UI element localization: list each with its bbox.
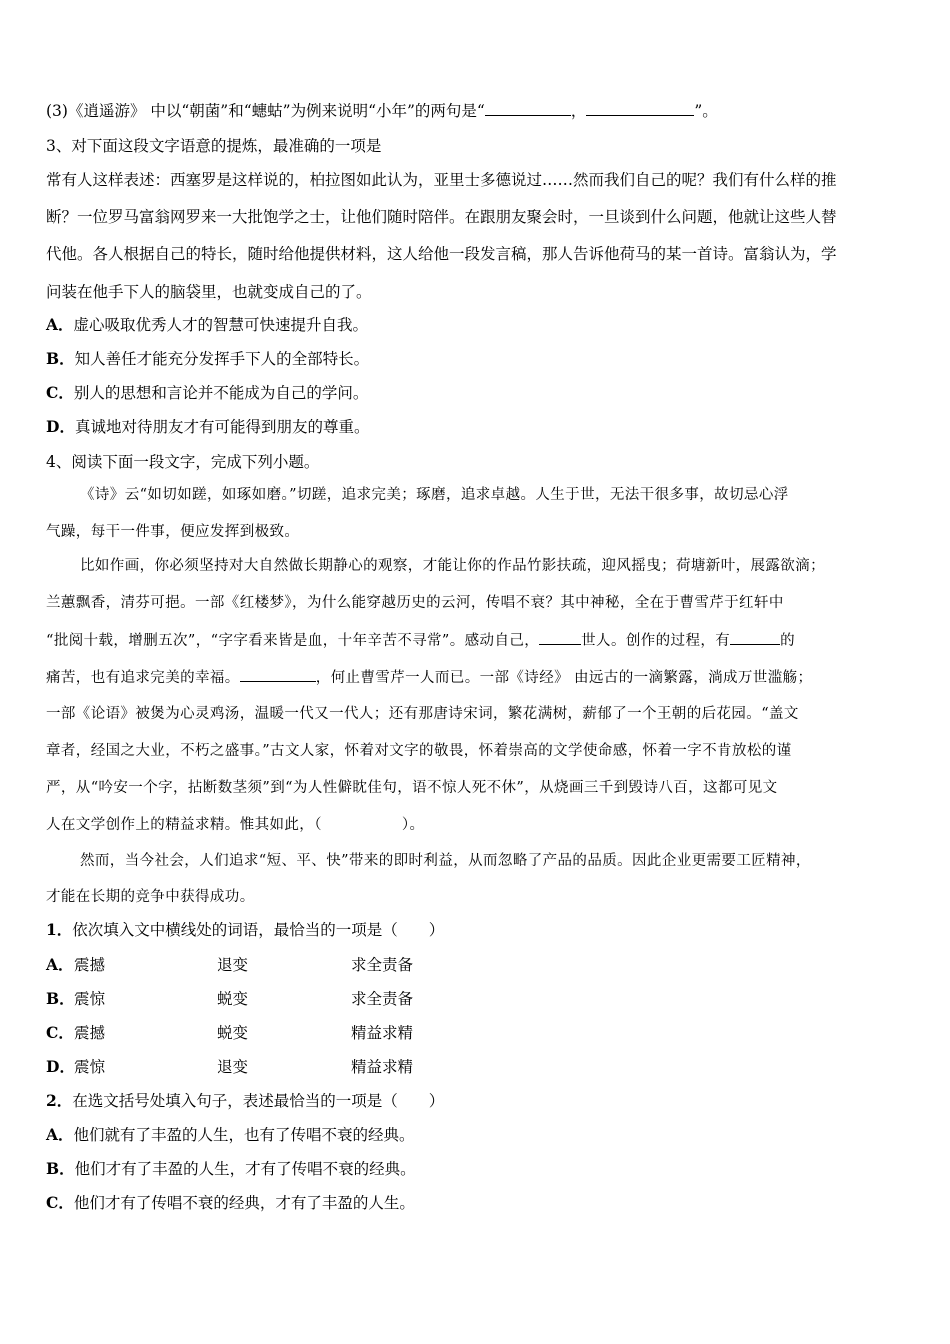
option-word: 求全责备 — [351, 990, 414, 1008]
option-word: 震撼 — [74, 956, 106, 974]
option-text: 别人的思想和言论并不能成为自己的学问。 — [73, 384, 369, 402]
q4-p2-line: 比如作画，你必须坚持对大自然做长期静心的观察，才能让你的作品竹影扶疏，迎风摇曳；荷塘新叶，展露欲滴； — [80, 558, 825, 574]
answer-blank — [240, 667, 316, 682]
q4-sub1-option-b — [46, 989, 546, 1009]
q4-p3-line: 才能在长期的竞争中获得成功。 — [46, 889, 255, 905]
option-letter: A． — [46, 315, 74, 334]
passage-text: 的 — [780, 633, 796, 649]
option-letter: B． — [46, 349, 75, 368]
option-text: 他们就有了丰盈的人生，也有了传唱不衰的经典。 — [73, 1126, 415, 1144]
q3-passage-line: 断？一位罗马富翁网罗来一大批饱学之士，让他们随时陪伴。在跟朋友聚会时，一旦谈到什么问题，他就让这些人替 — [46, 208, 837, 226]
question-text: 在选文括号处填入句子，表述最恰当的一项是（ ） — [72, 1092, 445, 1110]
q4-title: 4、阅读下面一段文字，完成下列小题。 — [46, 453, 320, 471]
option-word: 退变 — [217, 1058, 249, 1076]
option-word: 精益求精 — [351, 1058, 414, 1076]
passage-text: 痛苦，也有追求完美的幸福。 — [46, 670, 240, 686]
q4-p3-line: 然而，当今社会，人们追求“短、平、快”带来的即时利益，从而忽略了产品的品质。因此企业更需要工匠精神， — [80, 853, 811, 869]
option-word: 震撼 — [74, 1024, 106, 1042]
q4-p1-line: 气躁，每干一件事，便应发挥到极致。 — [46, 524, 300, 540]
option-text: 他们才有了丰盈的人生，才有了传唱不衰的经典。 — [74, 1160, 416, 1178]
passage-text: 世人。创作的过程，有 — [581, 633, 731, 649]
question-number: 1． — [46, 920, 73, 939]
q3-passage-line: 问装在他手下人的脑袋里，也就变成自己的了。 — [46, 283, 372, 301]
q4-p1-line: 《诗》云“如切如蹉，如琢如磨。”切蹉，追求完美；琢磨，追求卓越。人生于世，无法干很多事，故切忌心浮 — [80, 487, 789, 503]
q3-sub-prefix: (3)《逍遥游》 中以“朝菌”和“蟪蛄”为例来说明“小年”的两句是“ — [46, 102, 485, 120]
q3-sub-line — [46, 101, 718, 121]
q3-sub-suffix: ”。 — [694, 102, 718, 120]
q4-sub1-option-a — [46, 955, 546, 975]
answer-blank — [730, 630, 780, 645]
answer-blank — [586, 101, 694, 116]
q4-sub2-option-a — [46, 1125, 415, 1145]
option-letter: B． — [46, 989, 75, 1008]
q4-p2-line — [46, 667, 812, 688]
option-letter: D． — [46, 417, 75, 436]
q3-passage-line: 常有人这样表述：西塞罗是这样说的，柏拉图如此认为，亚里士多德说过……然而我们自己的呢？我们有什么样的推 — [46, 171, 837, 189]
q3-option-a — [46, 315, 368, 335]
q3-option-b — [46, 349, 369, 369]
q4-p2-line: 一部《论语》被煲为心灵鸡汤，温暖一代又一代人；还有那唐诗宋词，繁花满树，薪郁了一个王朝的后花园。“盖文 — [46, 706, 799, 722]
answer-blank — [485, 101, 571, 116]
question-text: 依次填入文中横线处的词语，最恰当的一项是（ ） — [72, 921, 445, 939]
q4-sub1-option-d — [46, 1057, 546, 1077]
option-letter: C． — [46, 383, 74, 402]
passage-text: ）。 — [401, 817, 425, 833]
option-word: 退变 — [217, 956, 249, 974]
option-letter: B． — [46, 1159, 75, 1178]
q3-title: 3、对下面这段文字语意的提炼，最准确的一项是 — [46, 137, 382, 155]
option-word: 蜕变 — [217, 990, 249, 1008]
q3-passage-line: 代他。各人根据自己的特长，随时给他提供材料，这人给他一段发言稿，那人告诉他荷马的某一首诗。富翁认为，学 — [46, 245, 837, 263]
q3-option-d — [46, 417, 369, 437]
option-text: 知人善任才能充分发挥手下人的全部特长。 — [74, 350, 370, 368]
option-letter: C． — [46, 1023, 74, 1042]
option-word: 震惊 — [74, 1058, 106, 1076]
q4-sub2-option-c — [46, 1193, 415, 1213]
q4-sub1-option-c — [46, 1023, 546, 1043]
option-text: 真诚地对待朋友才有可能得到朋友的尊重。 — [74, 418, 370, 436]
q3-sub-mid: ， — [570, 102, 587, 120]
q4-sub1-title — [46, 920, 444, 940]
option-text: 他们才有了传唱不衰的经典，才有了丰盈的人生。 — [73, 1194, 415, 1212]
q3-option-c — [46, 383, 368, 403]
option-word: 精益求精 — [351, 1024, 414, 1042]
q4-p2-line: 章者，经国之大业，不朽之盛事。”古文人家，怀着对文字的敬畏，怀着崇高的文学使命感，怀着一字不肯放松的谨 — [46, 743, 792, 759]
question-number: 2． — [46, 1091, 73, 1110]
q4-p2-line — [46, 630, 795, 651]
option-letter: D． — [46, 1057, 75, 1076]
option-letter: A． — [46, 955, 74, 974]
q4-p2-line — [46, 815, 424, 835]
q4-sub2-title — [46, 1091, 444, 1111]
passage-text: 人在文学创作上的精益求精。惟其如此，（ — [46, 817, 322, 833]
q4-p2-line: 兰蕙飘香，清芬可挹。一部《红楼梦》，为什么能穿越历史的云河，传唱不衰？其中神秘，全在于曹雪芹于红轩中 — [46, 595, 784, 611]
option-word: 求全责备 — [351, 956, 414, 974]
q4-p2-line: 严，从“吟安一个字，拈断数茎须”到“为人性僻眈佳句，语不惊人死不休”，从烧画三千到毁诗八百，这都可见文 — [46, 780, 778, 796]
option-word: 蜕变 — [217, 1024, 249, 1042]
q4-sub2-option-b — [46, 1159, 416, 1179]
option-word: 震惊 — [74, 990, 106, 1008]
passage-text: ，何止曹雪芹一人而已。一部《诗经》 由远古的一滴繁露，淌成万世滥觞； — [315, 670, 813, 686]
option-letter: A． — [46, 1125, 74, 1144]
passage-text: “批阅十载，增删五次”，“字字看来皆是血，十年辛苦不寻常”。感动自己， — [46, 633, 540, 649]
option-letter: C． — [46, 1193, 74, 1212]
answer-blank — [539, 630, 581, 645]
option-text: 虚心吸取优秀人才的智慧可快速提升自我。 — [73, 316, 369, 334]
